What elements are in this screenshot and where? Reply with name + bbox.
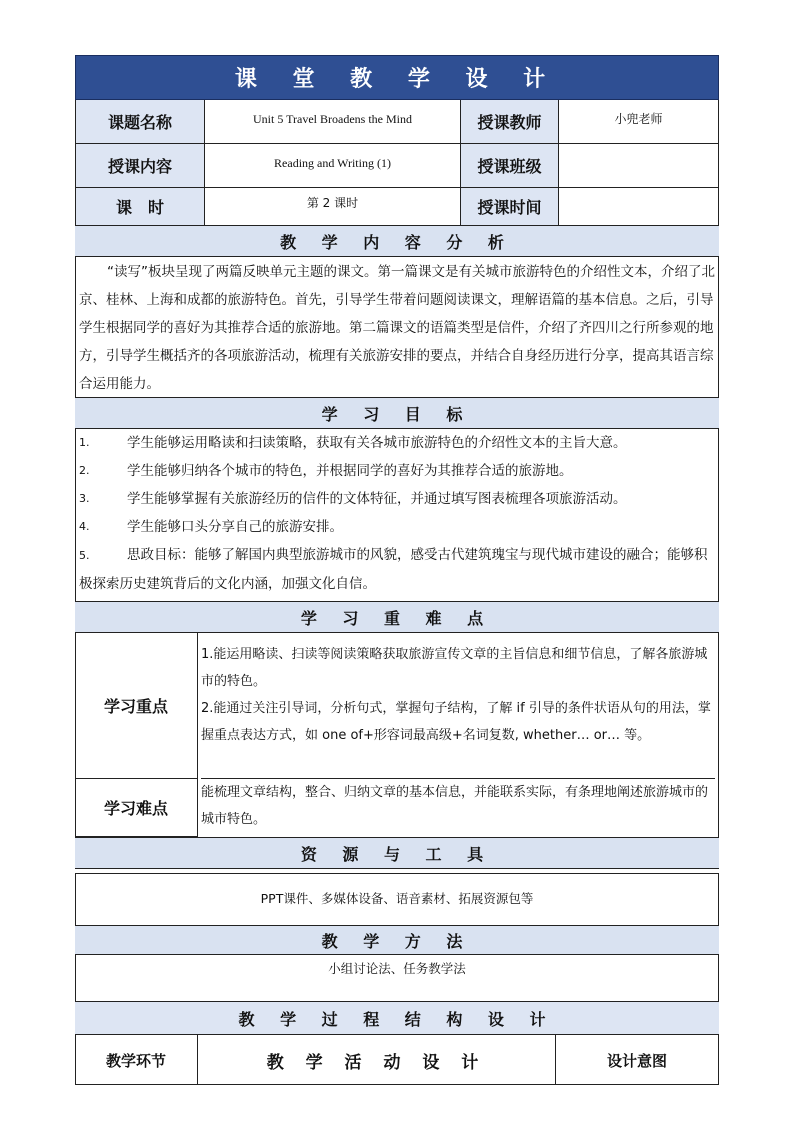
teacher-value: 小兜老师 bbox=[559, 100, 718, 144]
info-table bbox=[75, 100, 719, 226]
key-point-1: 1.能运用略读、扫读等阅读策略获取旅游宣传文章的主旨信息和细节信息，了解各旅游城市的特色。 bbox=[201, 647, 708, 689]
objectives-list bbox=[79, 429, 715, 601]
keypoints-heading: 学 习 重 难 点 bbox=[75, 601, 719, 633]
process-col-intent: 设计意图 bbox=[606, 1051, 667, 1070]
resources-heading: 资 源 与 工 具 bbox=[75, 837, 719, 869]
difficulty-label: 学习难点 bbox=[75, 779, 198, 837]
objective-text: 学生能够归纳各个城市的特色，并根据同学的喜好为其推荐合适的旅游地。 bbox=[127, 463, 573, 479]
topic-value: Unit 5 Travel Broadens the Mind bbox=[205, 100, 461, 144]
topic-label: 课题名称 bbox=[76, 100, 205, 144]
hours-label: 课 时 bbox=[76, 188, 205, 225]
analysis-text: “读写”板块呈现了两篇反映单元主题的课文。第一篇课文是有关城市旅游特色的介绍性文本，介绍了北京、桂林、上海和成都的旅游特色。首先，引导学生带着问题阅读课文，理解语篇的基本信息。之后，引导学生根据同学的喜好为其推荐合适的旅游地。第二篇课文的语篇类型是信件，介绍了齐四川之行所参观的地方，引导学生概括齐的各项旅游活动，梳理有关旅游安排的要点，并结合自身经历进行分享，提高其语言综合运用能力。 bbox=[79, 264, 715, 392]
resources-text: PPT课件、多媒体设备、语音素材、拓展资源包等 bbox=[260, 891, 534, 906]
class-value bbox=[559, 144, 718, 188]
objective-item bbox=[79, 485, 715, 513]
objectives-heading: 学 习 目 标 bbox=[75, 397, 719, 429]
methods-heading: 教 学 方 法 bbox=[75, 925, 719, 955]
objective-text: 思政目标：能够了解国内典型旅游城市的风貌，感受古代建筑瑰宝与现代城市建设的融合；能够积极探索历史建筑背后的文化内涵，加强文化自信。 bbox=[79, 547, 708, 592]
document-title: 课 堂 教 学 设 计 bbox=[75, 55, 719, 100]
objective-number: 2. bbox=[79, 464, 90, 477]
objective-item bbox=[79, 513, 715, 541]
key-text bbox=[201, 633, 715, 779]
methods-text: 小组讨论法、任务教学法 bbox=[328, 961, 466, 976]
content-value: Reading and Writing (1) bbox=[205, 144, 461, 188]
objective-item bbox=[79, 429, 715, 457]
key-point-2: 2.能通过关注引导词，分析句式，掌握句子结构，了解 if 引导的条件状语从句的用法，掌握重点表达方式，如 one of+形容词最高级+名词复数, whether… or… 等。 bbox=[201, 701, 711, 743]
teacher-label: 授课教师 bbox=[461, 100, 559, 144]
time-label: 授课时间 bbox=[461, 188, 559, 225]
objective-number: 4. bbox=[79, 520, 90, 533]
analysis-heading: 教 学 内 容 分 析 bbox=[75, 225, 719, 257]
objective-text: 学生能够掌握有关旅游经历的信件的文体特征，并通过填写图表梳理各项旅游活动。 bbox=[127, 491, 627, 507]
content-label: 授课内容 bbox=[76, 144, 205, 188]
objective-item bbox=[79, 457, 715, 485]
objective-number: 3. bbox=[79, 492, 90, 505]
class-label: 授课班级 bbox=[461, 144, 559, 188]
objective-number: 1. bbox=[79, 436, 90, 449]
hours-value: 第 2 课时 bbox=[205, 188, 461, 225]
key-label: 学习重点 bbox=[75, 633, 198, 779]
time-value bbox=[559, 188, 718, 225]
objective-text: 学生能够口头分享自己的旅游安排。 bbox=[127, 519, 343, 535]
process-col-stage: 教学环节 bbox=[75, 1035, 198, 1085]
objective-number: 5. bbox=[79, 549, 90, 562]
process-heading: 教 学 过 程 结 构 设 计 bbox=[75, 1001, 719, 1035]
difficulty-text: 能梳理文章结构，整合、归纳文章的基本信息，并能联系实际，有条理地阐述旅游城市的城市特色。 bbox=[201, 785, 709, 827]
objective-text: 学生能够运用略读和扫读策略，获取有关各城市旅游特色的介绍性文本的主旨大意。 bbox=[127, 435, 627, 451]
process-col-activity: 教 学 活 动 设 计 bbox=[198, 1035, 556, 1085]
objective-item bbox=[79, 541, 715, 598]
